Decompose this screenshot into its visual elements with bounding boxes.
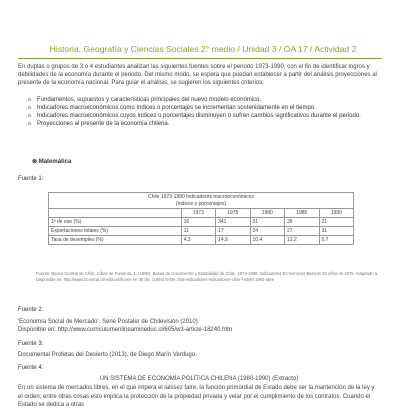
fuente-3-label: Fuente 3: xyxy=(18,341,44,347)
table-cell: 31 xyxy=(250,218,284,227)
row-label: Tasa de desempleo (%) xyxy=(49,236,182,245)
math-icon: ⊗ xyxy=(32,159,38,165)
fuente-1-label: Fuente 1: xyxy=(18,176,44,182)
list-item xyxy=(28,120,378,128)
list-item xyxy=(28,104,378,112)
bullet-icon: o xyxy=(28,121,31,127)
fuente-4-body: En un sistema de mercados libres, en el que impera el laissez faire, la función primordial de Estado debe ser la mantención de la ley y el orden; entre otras cosas esto implica la protección de la propiedad privada y velar por el cumplimiento de los contratos. Cuando el Estado se dedica a otras xyxy=(18,385,375,408)
table-caption-line-1: Chile 1973-1990 Indicadores macroeconómicos xyxy=(148,194,254,200)
table-cell: 10,4 xyxy=(250,236,284,245)
criteria-text: Indicadores macroeconómicos cuyos índices o porcentajes disminuyen o sufren cambios significativos durante el periodo. xyxy=(37,113,361,119)
criteria-text: Proyecciones al presente de la economía chilena. xyxy=(37,121,170,127)
table-row xyxy=(49,218,354,227)
page-title: Historia, Geografía y Ciencias Sociales 2° medio / Unidad 3 / OA 17 / Actividad 2 xyxy=(49,44,357,54)
table-cell: 21 xyxy=(319,218,354,227)
criteria-text: Fundamentos, supuestos y características principales del nuevo modelo económico. xyxy=(37,97,262,103)
criteria-text: Indicadores macroeconómicos como índices o porcentajes se incrementan sostenidamente en el tiempo. xyxy=(37,105,316,111)
table-header-cell: 1990 xyxy=(319,209,354,218)
fuente-4-label: Fuente 4: xyxy=(18,365,44,371)
table-cell: 12,2 xyxy=(285,236,319,245)
table-cell: 5,7 xyxy=(319,236,354,245)
table-cell: 341 xyxy=(216,218,250,227)
fuente-3-citation: Documental Profetas del Desierto (2013), de Diego Marín Verdugo. xyxy=(18,352,197,358)
bullet-icon: o xyxy=(28,113,31,119)
fuente-2-label: Fuente 2: xyxy=(18,307,44,313)
list-item xyxy=(28,96,378,104)
table-row xyxy=(49,236,354,245)
intro-paragraph: En duplas o grupos de 3 o 4 estudiantes analizan las siguientes fuentes sobre el periodo 1973-1990, con el fin de identificar logros y debilidades de la economía durante el periodo. Del mismo modo, se espera que puedan establecer a partir del análisis proyecciones al presente de la economía nacional. Para guiar el análisis, se sugieren los siguientes criterios: xyxy=(18,64,377,87)
subject-tag xyxy=(32,158,71,165)
table-cell xyxy=(49,209,182,218)
bullet-icon: o xyxy=(28,97,31,103)
title-divider xyxy=(18,58,382,59)
table-source-note: Fuente: Banco Central de Chile, Cifras de Fomento, 1, (1990). Bases de Crecimiento y Estabilidad de Chile, 1973-1990. Indicadores Económicos Básicos 50 años de 1975. Adaptado a. Disponible en: http://www.bcentral.cl/es/faces/home en 06 dic. (1993) Entre chat-indicadores-Indicadores-chile-f-5540-1993-abre xyxy=(36,271,379,282)
table-header-row xyxy=(49,209,354,218)
row-label: 1ª de ese (%) xyxy=(49,218,182,227)
row-label: Exportaciones totales (%) xyxy=(49,227,182,236)
table-cell: 26 xyxy=(285,218,319,227)
fuente-4-heading: UN SISTEMA DE ECONOMÍA POLÍTICA CHILENA (1980-1990) (Extracto) xyxy=(99,376,299,382)
table-cell: 24 xyxy=(250,227,284,236)
table-header-cell: 1973 xyxy=(181,209,215,218)
table-cell: 27 xyxy=(285,227,319,236)
table-cell: 4,3 xyxy=(181,236,215,245)
criteria-list xyxy=(28,96,378,128)
fuente-2-link[interactable]: Disponible en: http://www.curriculumenlineamineduc.cl/605/w3-article-18240.htm xyxy=(18,327,233,333)
list-item xyxy=(28,112,378,120)
table-header-cell: 1980 xyxy=(250,209,284,218)
table-cell: 17 xyxy=(216,227,250,236)
table-caption xyxy=(49,193,354,209)
subject-tag-label: Matemática xyxy=(38,159,72,165)
table-row xyxy=(49,227,354,236)
table-cell: 31 xyxy=(319,227,354,236)
table-cell: 14,9 xyxy=(216,236,250,245)
bullet-icon: o xyxy=(28,105,31,111)
table-header-cell: 1985 xyxy=(285,209,319,218)
indicators-table xyxy=(48,192,354,245)
fuente-2-citation: 'Economía Social de Mercado'. Serie Postaler de Chilevisión (2010). xyxy=(18,319,200,325)
table-caption-line-2: (índices y porcentajes) xyxy=(175,200,227,207)
table-header-cell: 1975 xyxy=(216,209,250,218)
table-cell: 11 xyxy=(181,227,215,236)
table-cell: 16 xyxy=(181,218,215,227)
